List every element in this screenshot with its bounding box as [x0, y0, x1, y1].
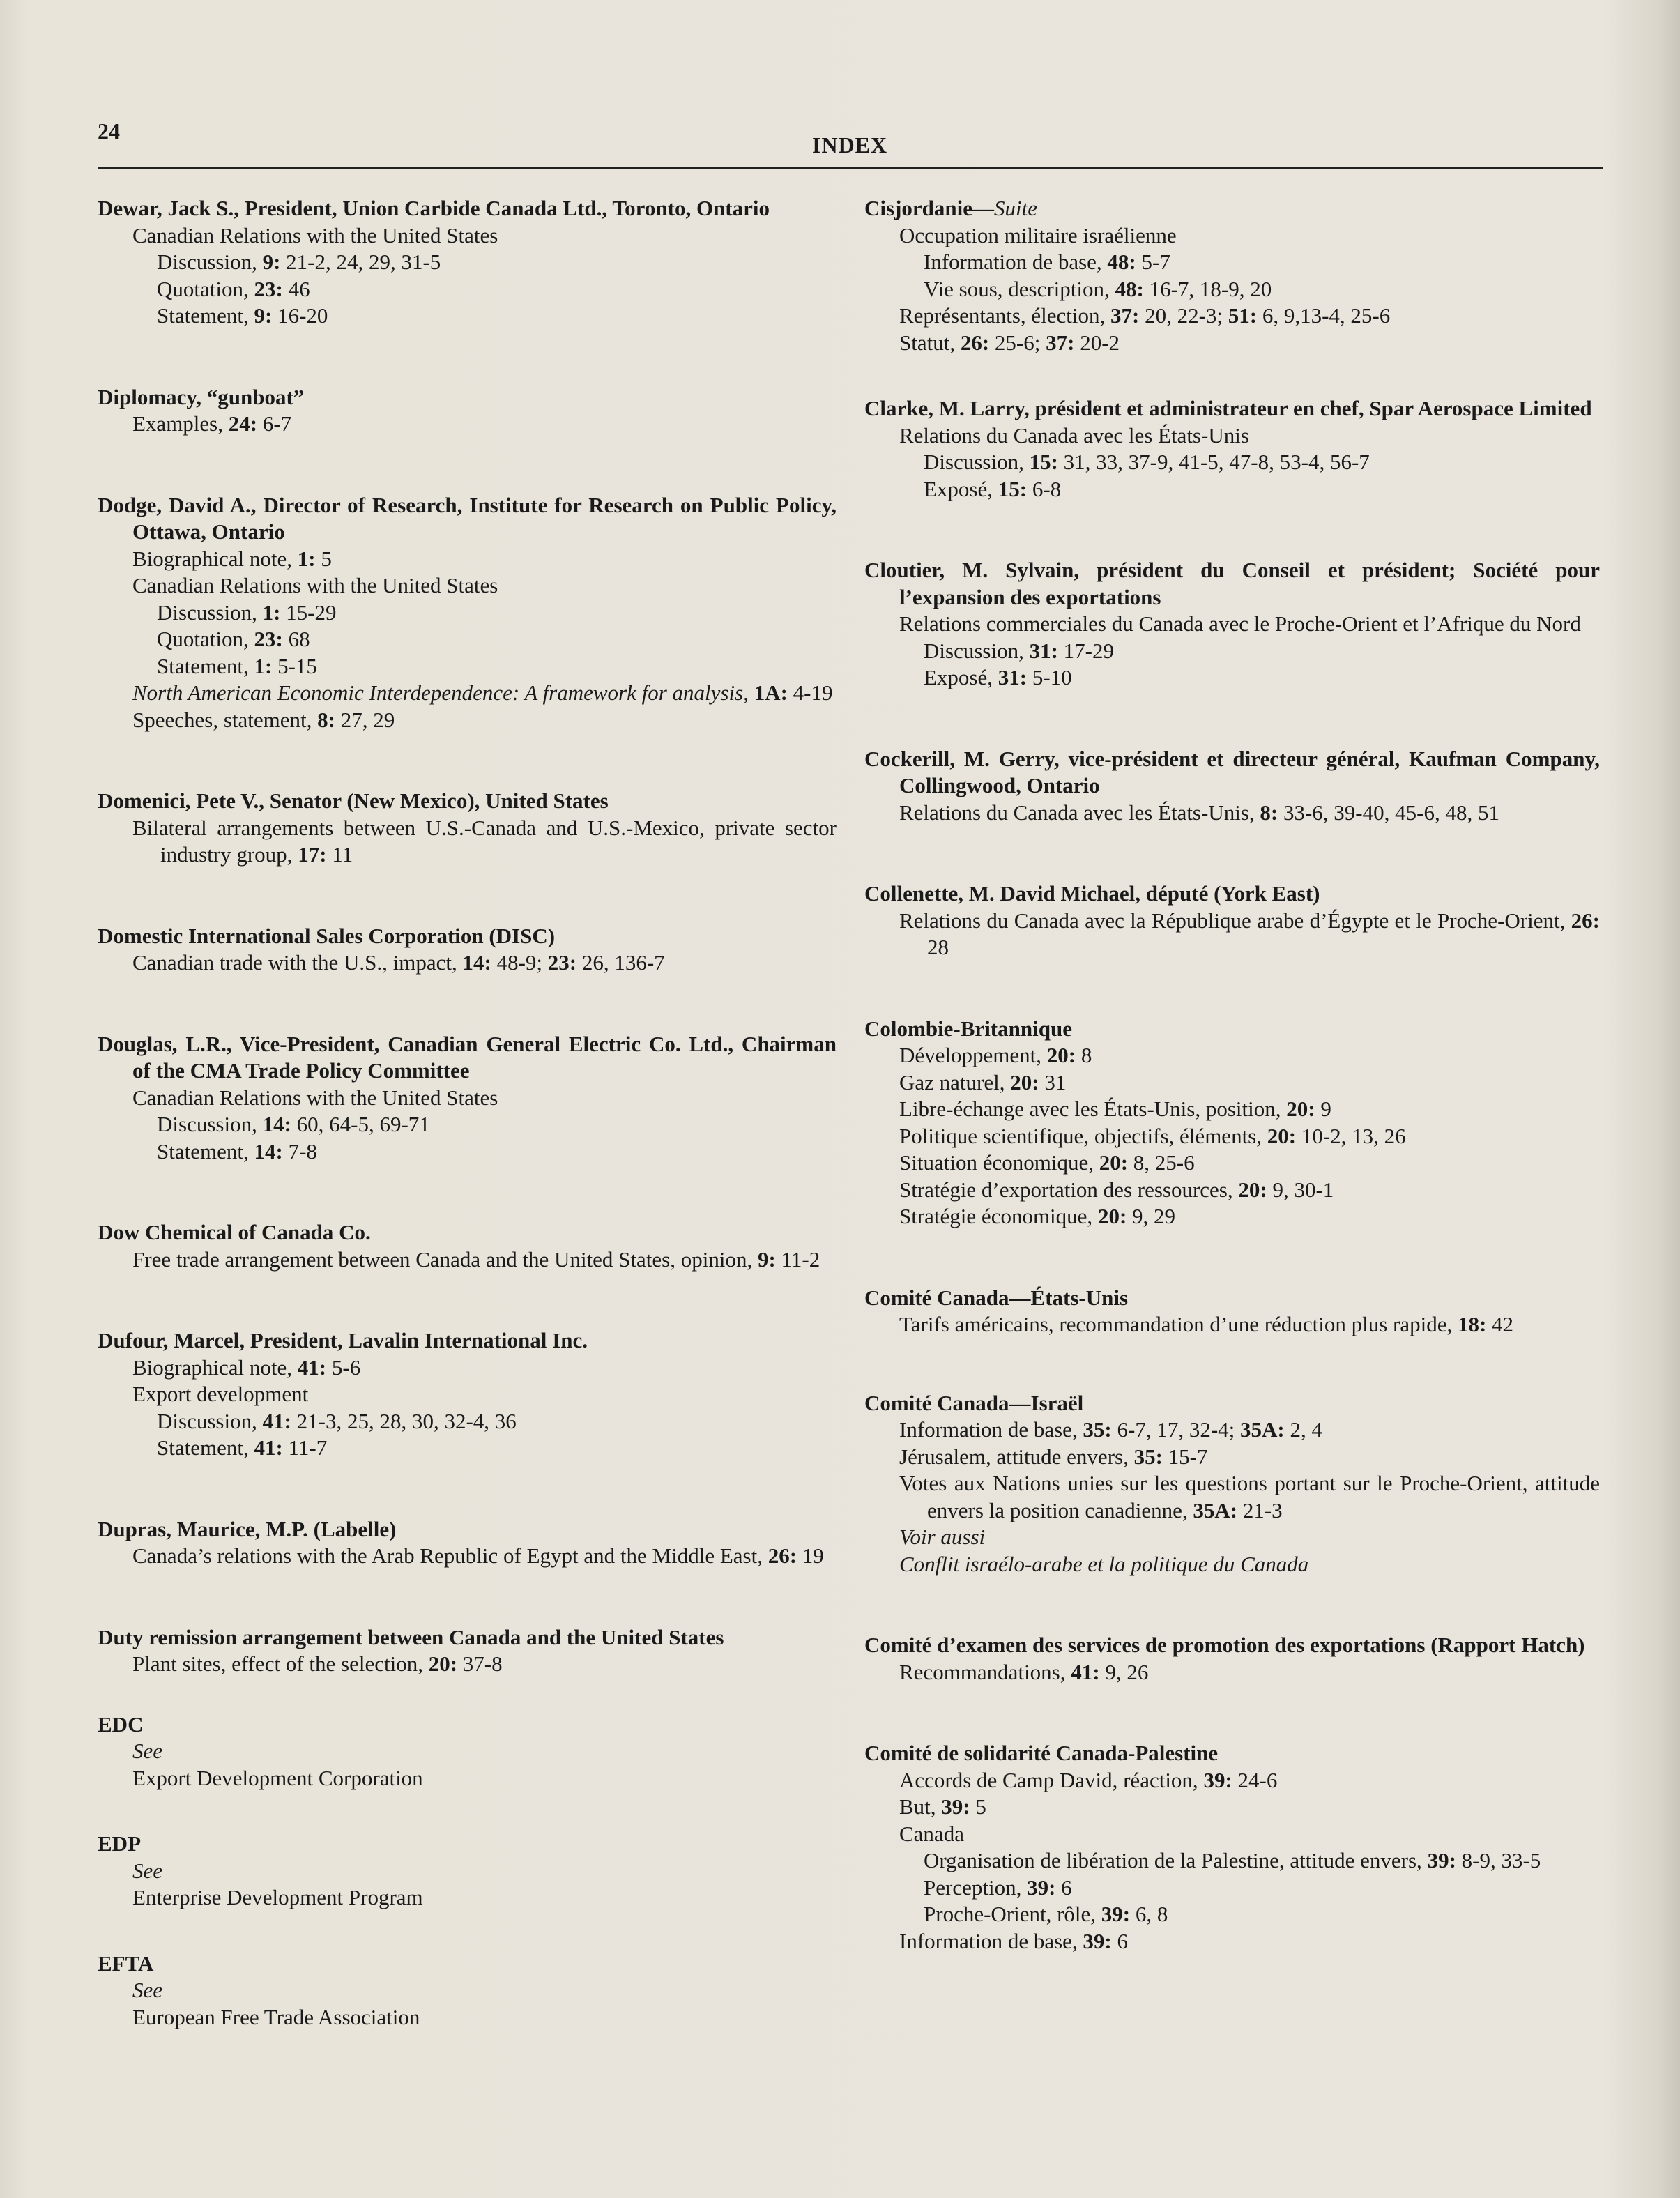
index-entry-clarke — [864, 395, 1600, 503]
index-entry-dodge — [98, 492, 837, 734]
entry-heading: Dupras, Maurice, M.P. (Labelle) — [98, 1516, 397, 1541]
subentry: Accords de Camp David, réaction, 39: 24-6 — [899, 1767, 1278, 1792]
index-entry-cloutier — [864, 557, 1600, 692]
subentry: Discussion, 1: 15-29 — [157, 600, 337, 625]
index-entry-cisjordanie — [864, 195, 1600, 356]
entry-heading: Comité d’examen des services de promotion des exportations (Rapport Hatch) — [864, 1633, 1585, 1657]
subentry: Relations du Canada avec la République arabe d’Égypte et le Proche-Orient, 26: 28 — [899, 908, 1600, 959]
index-entry-comite-palestine — [864, 1740, 1600, 1955]
subentry: Représentants, élection, 37: 20, 22-3; 51: 6, 9,13-4, 25-6 — [899, 303, 1391, 328]
subentry: Statement, 41: 11-7 — [157, 1435, 328, 1460]
subentry: Information de base, 35: 6-7, 17, 32-4; 35A: 2, 4 — [899, 1417, 1322, 1442]
subentry: Statut, 26: 25-6; 37: 20-2 — [899, 330, 1120, 355]
entry-heading: Dodge, David A., Director of Research, Institute for Research on Public Policy, Ottawa, Ontario — [98, 492, 837, 544]
subentry: Exposé, 15: 6-8 — [924, 476, 1062, 501]
index-entry-comite-examen — [864, 1632, 1600, 1686]
running-head: INDEX — [812, 132, 888, 158]
subentry: Biographical note, 41: 5-6 — [132, 1354, 361, 1380]
entry-heading: Dow Chemical of Canada Co. — [98, 1220, 371, 1244]
entry-heading: EDP — [98, 1831, 141, 1856]
subentry: Jérusalem, attitude envers, 35: 15-7 — [899, 1444, 1208, 1469]
index-entry-efta — [98, 1951, 837, 2031]
subentry: Information de base, 39: 6 — [899, 1928, 1128, 1953]
entry-heading: Cockerill, M. Gerry, vice-président et directeur général, Kaufman Company, Collingwood, Ontario — [864, 746, 1600, 797]
index-entry-edp — [98, 1831, 837, 1911]
entry-heading: EDC — [98, 1711, 144, 1737]
subentry: Relations du Canada avec les États-Unis, 8: 33-6, 39-40, 45-6, 48, 51 — [899, 800, 1499, 825]
subentry: North American Economic Interdependence: A framework for analysis, 1A: 4-19 — [132, 680, 833, 705]
entry-heading: Comité de solidarité Canada-Palestine — [864, 1741, 1219, 1765]
index-entry-colombie — [864, 1016, 1600, 1230]
subentry: Occupation militaire israélienne — [899, 222, 1177, 247]
subentry: Développement, 20: 8 — [899, 1043, 1092, 1067]
subentry: Bilateral arrangements between U.S.-Canada and U.S.-Mexico, private sector industry group, 17: 11 — [132, 815, 837, 867]
entry-heading: Cisjordanie—Suite — [864, 196, 1037, 220]
subentry: Stratégie d’exportation des ressources, 20: 9, 30-1 — [899, 1177, 1334, 1202]
subentry: Discussion, 14: 60, 64-5, 69-71 — [157, 1112, 430, 1136]
subentry: Discussion, 31: 17-29 — [924, 638, 1114, 663]
index-entry-domenici — [98, 788, 837, 869]
entry-heading: Comité Canada—États-Unis — [864, 1285, 1129, 1310]
subentry: But, 39: 5 — [899, 1794, 986, 1819]
header-rule — [98, 167, 1603, 169]
entry-heading: Diplomacy, “gunboat” — [98, 384, 305, 409]
subentry: Plant sites, effect of the selection, 20: 37-8 — [132, 1651, 503, 1676]
subentry: Gaz naturel, 20: 31 — [899, 1069, 1067, 1094]
see-target: Export Development Corporation — [132, 1765, 423, 1790]
subentry: Canadian Relations with the United States — [132, 1085, 498, 1110]
index-entry-cockerill — [864, 746, 1600, 827]
entry-heading: Dewar, Jack S., President, Union Carbide Canada Ltd., Toronto, Ontario — [98, 196, 770, 220]
entry-heading: EFTA — [98, 1951, 154, 1976]
subentry: Discussion, 15: 31, 33, 37-9, 41-5, 47-8, 53-4, 56-7 — [924, 450, 1370, 474]
subentry: Biographical note, 1: 5 — [132, 546, 332, 571]
index-entry-edc — [98, 1711, 837, 1792]
index-entry-disc — [98, 923, 837, 977]
index-entry-collenette — [864, 880, 1600, 961]
see-target: European Free Trade Association — [132, 2004, 420, 2029]
entry-heading: Domestic International Sales Corporation (DISC) — [98, 923, 556, 948]
left-column — [98, 195, 837, 2085]
subentry: Proche-Orient, rôle, 39: 6, 8 — [924, 1902, 1168, 1926]
index-entry-duty — [98, 1624, 837, 1678]
subentry: Votes aux Nations unies sur les questions portant sur le Proche-Orient, attitude envers la position canadienne, 35A: 21-3 — [899, 1471, 1600, 1522]
subentry: Statement, 9: 16-20 — [157, 303, 328, 328]
index-entry-dow — [98, 1219, 837, 1273]
subentry: Vie sous, description, 48: 16-7, 18-9, 20 — [924, 276, 1272, 301]
index-entry-dufour — [98, 1327, 837, 1462]
entry-heading: Domenici, Pete V., Senator (New Mexico), United States — [98, 788, 609, 813]
subentry: Export development — [132, 1382, 309, 1406]
entry-heading: Douglas, L.R., Vice-President, Canadian General Electric Co. Ltd., Chairman of the CMA Trade Policy Committee — [98, 1031, 837, 1083]
subentry: Canadian Relations with the United States — [132, 222, 498, 247]
index-entry-dupras — [98, 1516, 837, 1570]
subentry: Relations commerciales du Canada avec le Proche-Orient et l’Afrique du Nord — [899, 611, 1581, 636]
entry-heading: Colombie-Britannique — [864, 1016, 1072, 1041]
index-entry-diplomacy — [98, 384, 837, 438]
entry-heading: Cloutier, M. Sylvain, président du Conseil et président; Société pour l’expansion des exportations — [864, 558, 1600, 609]
subentry: Canadian Relations with the United States — [132, 573, 498, 597]
subentry: Exposé, 31: 5-10 — [924, 665, 1072, 689]
right-column — [864, 195, 1600, 2009]
subentry: Politique scientifique, objectifs, éléments, 20: 10-2, 13, 26 — [899, 1123, 1406, 1148]
subentry: Canada — [899, 1821, 964, 1846]
subentry: Stratégie économique, 20: 9, 29 — [899, 1204, 1176, 1228]
see-label: See — [132, 1858, 163, 1883]
subentry: Discussion, 41: 21-3, 25, 28, 30, 32-4, 36 — [157, 1408, 517, 1433]
subentry: Information de base, 48: 5-7 — [924, 250, 1170, 274]
subentry: Speeches, statement, 8: 27, 29 — [132, 707, 395, 732]
subentry: Free trade arrangement between Canada and the United States, opinion, 9: 11-2 — [132, 1246, 820, 1272]
subentry: Perception, 39: 6 — [924, 1875, 1072, 1900]
subentry: Recommandations, 41: 9, 26 — [899, 1659, 1149, 1684]
subentry: Statement, 1: 5-15 — [157, 653, 317, 678]
see-label: See — [132, 1739, 163, 1763]
entry-heading: Comité Canada—Israël — [864, 1390, 1084, 1415]
page-number: 24 — [98, 119, 120, 144]
see-target: Enterprise Development Program — [132, 1885, 423, 1909]
entry-heading: Clarke, M. Larry, président et administrateur en chef, Spar Aerospace Limited — [864, 396, 1592, 420]
see-also-target: Conflit israélo-arabe et la politique du Canada — [899, 1551, 1309, 1576]
index-entry-dewar — [98, 195, 837, 330]
subentry: Libre-échange avec les États-Unis, position, 20: 9 — [899, 1097, 1331, 1121]
subentry: Canadian trade with the U.S., impact, 14: 48-9; 23: 26, 136-7 — [132, 950, 665, 975]
subentry: Relations du Canada avec les États-Unis — [899, 422, 1249, 448]
subentry: Examples, 24: 6-7 — [132, 411, 292, 436]
subentry: Canada’s relations with the Arab Republic of Egypt and the Middle East, 26: 19 — [132, 1543, 824, 1568]
entry-heading: Collenette, M. David Michael, député (York East) — [864, 881, 1320, 906]
subentry: Discussion, 9: 21-2, 24, 29, 31-5 — [157, 250, 441, 274]
see-label: See — [132, 1978, 163, 2002]
subentry: Quotation, 23: 46 — [157, 276, 310, 301]
subentry: Quotation, 23: 68 — [157, 627, 310, 651]
entry-heading: Dufour, Marcel, President, Lavalin International Inc. — [98, 1328, 588, 1352]
index-entry-comite-etats-unis — [864, 1285, 1600, 1338]
entry-heading: Duty remission arrangement between Canada and the United States — [98, 1624, 724, 1649]
index-entry-comite-israel — [864, 1390, 1600, 1578]
subentry: Tarifs américains, recommandation d’une réduction plus rapide, 18: 42 — [899, 1312, 1514, 1336]
subentry: Organisation de libération de la Palestine, attitude envers, 39: 8-9, 33-5 — [924, 1848, 1541, 1872]
subentry: Statement, 14: 7-8 — [157, 1138, 317, 1163]
index-entry-douglas — [98, 1031, 837, 1166]
see-also-label: Voir aussi — [899, 1525, 986, 1549]
subentry: Situation économique, 20: 8, 25-6 — [899, 1150, 1195, 1175]
